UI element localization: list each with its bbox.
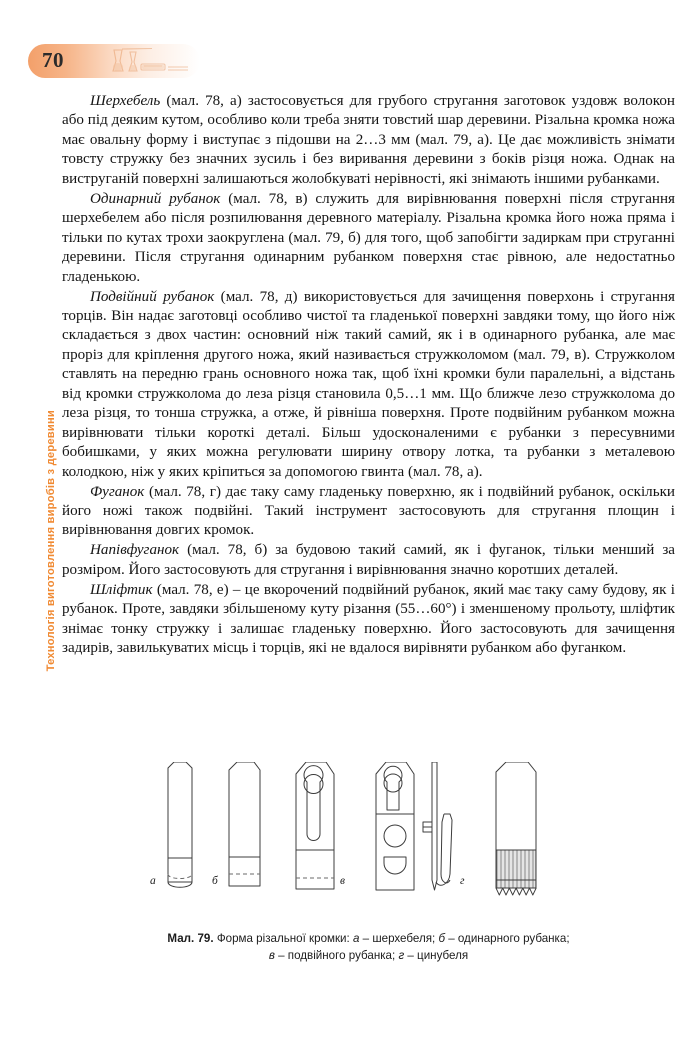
term-shliftyk: Шліфтик — [90, 581, 153, 598]
figure-79 — [62, 762, 675, 964]
side-rail — [31, 92, 57, 672]
figure-caption-letter-v: в — [268, 948, 275, 962]
blade-label-v: в — [339, 875, 345, 887]
paragraph-text: (мал. 78, б) за будовою такий самий, як і фуганок, тільки менший за розміром. Його застосовують для стругання і вирівнювання значно коротших деталей. — [62, 542, 675, 578]
paragraph-sherhebel — [62, 92, 675, 189]
blade-b-single — [212, 762, 260, 887]
blade-label-g: г — [459, 875, 464, 887]
term-fuganok: Фуганок — [90, 483, 145, 500]
figure-caption-text-b: – одинарного рубанка; — [444, 932, 570, 945]
blade-v-chipbreaker-assembly — [376, 762, 465, 890]
paragraph-single-plane — [62, 190, 675, 287]
figure-caption-text-g: – цинубеля — [404, 948, 469, 962]
term-sherhebel: Шерхебель — [90, 93, 161, 109]
paragraph-napivfuganok — [62, 541, 675, 580]
paragraph-fuganok — [62, 483, 675, 541]
figure-caption-text-v: – подвійного рубанка; — [274, 948, 399, 962]
blade-v-double — [296, 762, 345, 889]
blade-label-a: а — [149, 875, 156, 887]
term-double-plane: Подвійний рубанок — [90, 288, 215, 305]
figure-caption-label: Мал. 79. — [167, 932, 214, 945]
woodworking-tools-emblem-icon — [108, 47, 194, 75]
figure-caption-letter-a: а — [352, 932, 360, 945]
term-single-plane: Одинарний рубанок — [90, 190, 221, 207]
page-header — [28, 44, 200, 78]
page-number: 70 — [42, 48, 64, 72]
paragraph-text: (мал. 78, г) дає таку саму гладеньку поверхню, як і подвійний рубанок, оскільки його ножі також подвійні. Такий інструмент застосовують для стругання площин і вирівнювання довгих кромок. — [62, 483, 675, 539]
page-body — [62, 92, 675, 659]
paragraph-text: (мал. 78, а) застосовується для грубого стругання заготовок уздовж волокон або під деяким кутом, особливо коли треба зняти товстий шар деревини. Різальна кромка ножа має овальну форму і виступає з підошви на 2…3 мм (мал. 79, а). Це дає можливість знімати товсту стружку без значних зусиль і без виривання деревини з боків різця ножа. Однак на виструганій поверхні залишаються жолобкуваті нерівності, які знімають іншими рубанками. — [62, 93, 675, 187]
figure-caption-text-a: – шерхебеля; — [359, 932, 439, 945]
blade-label-b: б — [211, 875, 218, 887]
figure-caption-lead: Форма різальної кромки: — [213, 932, 353, 945]
blade-g-tsinubel — [496, 762, 536, 895]
paragraph-double-plane — [62, 288, 675, 483]
paragraph-text: (мал. 78, е) – це вкорочений подвійний рубанок, який має таку саму будову, як і рубанок. Проте, завдяки збільшеному куту різання (55…60°) і зменшеному прольоту, шліфтик знімає тонку стружку і залишає гладеньку поверхню. Його застосовують для зачищення задирів, завилькуватих місць і торців, які не вдалося вирівняти рубанком або фуганком. — [62, 581, 675, 657]
figure-caption-letter-g: г — [398, 948, 405, 962]
paragraph-shliftyk — [62, 581, 675, 659]
paragraph-text: (мал. 78, д) використовується для зачищення поверхонь і стругання торців. Він надає заготовці особливо чистої та гладенької поверхні завдяки тому, що його ніж складається з двох частин: основний ніж такий самий, як і в одинарного рубанка, але має проріз для кріплення другого ножа, який називається стружколомом (мал. 79, в). Стружколом ставлять на передню грань основного ножа так, щоб їхні кромки були паралельні, а відстань від кромки стружколома до леза різця становила 0,5…1 мм. Що ближче лезо стружколома до леза різця, то тонша стружка, а отже, й рівніша поверхня. Проте подвійним рубанком можна вирівнювати тільки короткі деталі. Більш удосконаленими є рубанки з пересувними бобишками, у яких можна регулювати ширину отвору лотка, та рубанки з металевою колодкою, ніж у яких кріпиться за допомогою гвинта (мал. 78, а). — [62, 288, 675, 480]
blade-edge-shapes-diagram — [144, 762, 594, 922]
running-title-vertical: Технологія виготовлення виробів з деревини — [45, 410, 57, 672]
figure-caption — [62, 931, 675, 964]
term-napivfuganok: Напівфуганок — [90, 542, 180, 559]
paragraph-text: (мал. 78, в) служить для вирівнювання поверхні після стругання шерхебелем або після розпилювання деревного матеріалу. Різальна кромка його ножа пряма і тільки по кутах трохи заокруглена (мал. 79, б) для того, щоб запобігти задиркам при струганні деревини. Після стругання одинарним рубанком поверхня стає рівною, але недостатньо гладенькою. — [62, 190, 675, 285]
blade-a-sherhebel — [150, 762, 192, 887]
figure-caption-letter-b: б — [438, 932, 445, 945]
